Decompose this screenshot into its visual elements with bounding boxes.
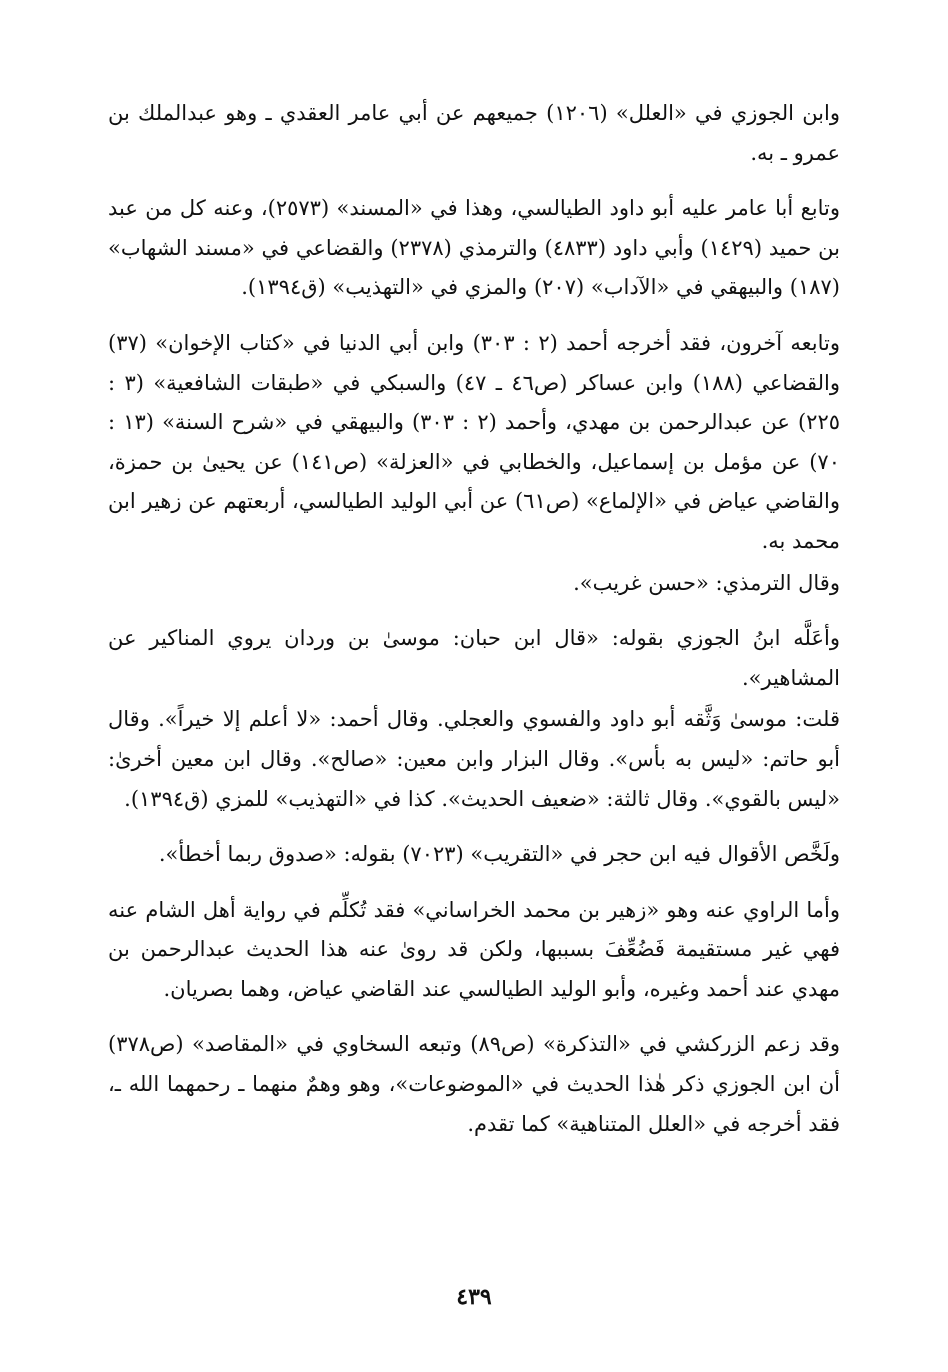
paragraph-zarkashi: وقد زعم الزركشي في «التذكرة» (ص٨٩) وتبعه السخاوي في «المقاصد» (ص٣٧٨) أن ابن الجوزي ذكر هٰذا الحديث في «الموضوعات»، وهو وهمٌ منهما ـ رحمهما الله ـ، فقد أخرجه في «العلل المتناهية» كما تقدم. [108, 1032, 840, 1136]
paragraph-tayalisi: وتابع أبا عامر عليه أبو داود الطيالسي، وهذا في «المسند» (٢٥٧٣)، وعنه كل من عبد بن حميد (١٤٢٩) وأبي داود (٤٨٣٣) والترمذي (٢٣٧٨) والقضاعي في «مسند الشهاب» (١٨٧) والبيهقي في «الآداب» (٢٠٧) والمزي في «التهذيب» (ق١٣٩٤). [108, 196, 841, 300]
paragraph-ibn-hajar: ولَخَّص الأقوال فيه ابن حجر في «التقريب» (٧٠٢٣) بقوله: «صدوق ربما أخطأ». [158, 842, 840, 867]
page-number: ٤٣٩ [456, 1284, 492, 1310]
paragraph-other-narrators: وتابعه آخرون، فقد أخرجه أحمد (٢ : ٣٠٣) وابن أبي الدنيا في «كتاب الإخوان» (٣٧) والقضاعي (١٨٨) وابن عساكر (ص٤٦ ـ ٤٧) والسبكي في «طبقات الشافعية» (٣ : ٢٢٥) عن عبدالرحمن بن مهدي، وأحمد (٢ : ٣٠٣) والبيهقي في «شرح السنة» (١٣ : ٧٠) عن مؤمل بن إسماعيل، والخطابي في «العزلة» (ص١٤١) عن يحيىٰ بن حمزة، والقاضي عياض في «الإلماع» (ص٦١) عن أبي الوليد الطيالسي، أربعتهم عن زهير ابن محمد به. [108, 330, 841, 553]
paragraph-tirmidhi: وقال الترمذي: «حسن غريب». [573, 570, 840, 595]
page-body [108, 94, 840, 1144]
paragraph-ibn-al-jawzi: وأعَلَّه ابنُ الجوزي بقوله: «قال ابن حبان: موسىٰ بن وردان يروي المناكير عن المشاهير». [108, 626, 840, 690]
paragraph-zuhair: وأما الراوي عنه وهو «زهير بن محمد الخراساني» فقد تُكلِّم في رواية أهل الشام عنه فهي غير مستقيمة فَضُعِّفَ بسببها، ولكن قد روىٰ عنه هذا الحديث عبدالرحمن بن مهدي عند أحمد وغيره، وأبو الوليد الطيالسي عند القاضي عياض، وهما بصريان. [108, 897, 840, 1001]
paragraph-ilal: وابن الجوزي في «العلل» (١٢٠٦) جميعهم عن أبي عامر العقدي ـ وهو عبدالملك بن عمرو ـ به. [108, 101, 840, 165]
paragraph-musa-grading: قلت: موسىٰ وَثَّقه أبو داود والفسوي والعجلي. وقال أحمد: «لا أعلم إلا خيراً». وقال أبو حاتم: «ليس به بأس». وقال البزار وابن معين: «صالح». وقال ابن معين أخرىٰ: «ليس بالقوي». وقال ثالثة: «ضعيف الحديث». كذا في «التهذيب» للمزي (ق١٣٩٤). [108, 707, 840, 811]
